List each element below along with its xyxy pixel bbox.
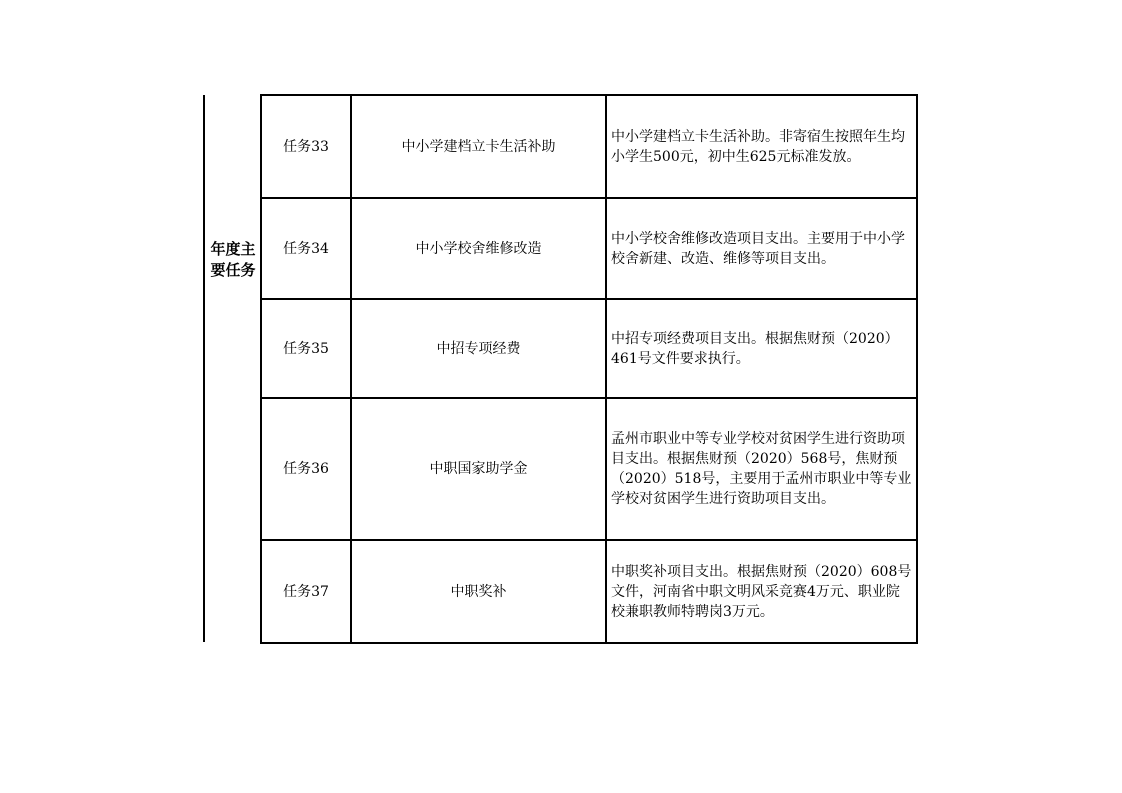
table-row (261, 95, 917, 198)
table-row (261, 198, 917, 299)
task-description: 中小学校舍维修改造项目支出。主要用于中小学校舍新建、改造、维修等项目支出。 (606, 198, 917, 299)
task-id: 任务36 (261, 398, 351, 540)
task-description: 中招专项经费项目支出。根据焦财预（2020）461号文件要求执行。 (606, 299, 917, 398)
left-border-rule (203, 95, 205, 642)
task-id: 任务34 (261, 198, 351, 299)
task-description: 孟州市职业中等专业学校对贫困学生进行资助项目支出。根据焦财预（2020）568号，焦财预（2020）518号，主要用于孟州市职业中等专业学校对贫困学生进行资助项目支出。 (606, 398, 917, 540)
task-name: 中职国家助学金 (351, 398, 606, 540)
task-name: 中小学校舍维修改造 (351, 198, 606, 299)
task-id: 任务33 (261, 95, 351, 198)
task-name: 中职奖补 (351, 540, 606, 643)
task-id: 任务37 (261, 540, 351, 643)
task-description: 中小学建档立卡生活补助。非寄宿生按照年生均小学生500元，初中生625元标准发放。 (606, 95, 917, 198)
task-id: 任务35 (261, 299, 351, 398)
table-row (261, 540, 917, 643)
table-row (261, 299, 917, 398)
task-name: 中小学建档立卡生活补助 (351, 95, 606, 198)
task-table (260, 94, 918, 644)
task-description: 中职奖补项目支出。根据焦财预（2020）608号文件，河南省中职文明风采竞赛4万元、职业院校兼职教师特聘岗3万元。 (606, 540, 917, 643)
section-label: 年度主要任务 (210, 240, 256, 279)
task-name: 中招专项经费 (351, 299, 606, 398)
table-row (261, 398, 917, 540)
